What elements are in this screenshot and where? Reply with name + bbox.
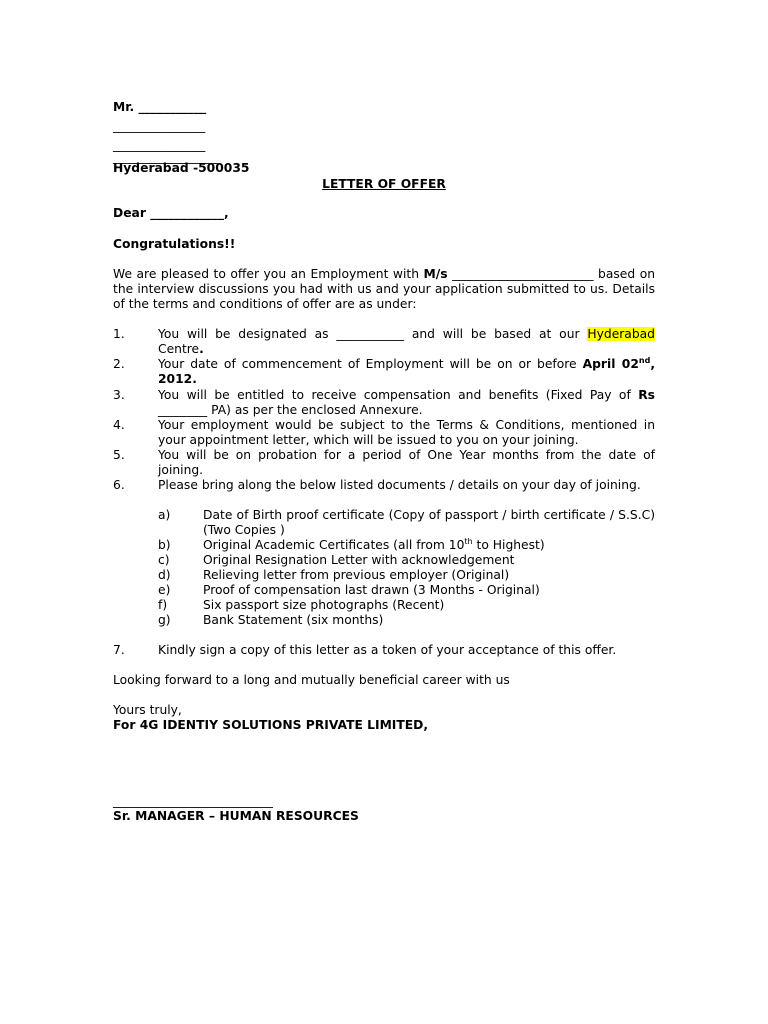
term-item [158,357,655,387]
term-text: You will be entitled to receive compensation and benefits (Fixed Pay of [158,388,639,402]
document-item: Proof of compensation last drawn (3 Months - Original) [203,583,540,597]
term-number: 1. [113,327,125,341]
ordinal-suffix: th [464,537,473,546]
address-line-4: _________________ [113,150,218,164]
intro-paragraph [113,267,655,312]
signature-line: __________________________ [113,794,273,808]
date-year: , 2012. [158,357,655,386]
term-number: 4. [113,418,125,432]
term-item [158,388,655,418]
term-number: 3. [113,388,125,402]
date-suffix: nd [638,356,651,365]
term-number: 7. [113,643,125,657]
term-text-tail: ________ PA) as per the enclosed Annexure. [158,403,423,417]
document-item: Relieving letter from previous employer (Original) [203,568,510,582]
date-text: April 02 [582,357,639,371]
document-letter: f) [158,598,168,612]
salutation: Dear ____________, [113,206,229,220]
congratulations: Congratulations!! [113,237,236,251]
signatory-title: Sr. MANAGER – HUMAN RESOURCES [113,809,359,823]
address-line-2: _______________ [113,119,206,133]
document-item: Date of Birth proof certificate (Copy of passport / birth certificate / S.S.C) (Two Copies ) [203,508,655,537]
document-item: Six passport size photographs (Recent) [203,598,445,612]
document-letter: e) [158,583,171,597]
page-title: LETTER OF OFFER [322,177,446,191]
highlighted-location: Hyderabad [587,327,655,341]
document-text-tail: to Highest) [472,538,545,552]
term-text-tail: Centre [158,342,200,356]
company-name: For 4G IDENTIY SOLUTIONS PRIVATE LIMITED, [113,718,429,732]
currency-label: Rs [638,388,655,402]
closing-line: Looking forward to a long and mutually beneficial career with us [113,673,510,687]
term-text: Your date of commencement of Employment will be on or before [158,357,583,371]
address-line-3: _______________ [113,138,206,152]
document-letter: g) [158,613,171,627]
document-letter: c) [158,553,170,567]
intro-text-2: _______________________ based on the interview discussions you had with us and your application submitted to us. Details of the terms and conditions of offer are as under: [113,267,656,311]
document-letter: d) [158,568,171,582]
term-item: You will be on probation for a period of One Year months from the date of joining. [158,448,655,477]
document-letter: a) [158,508,171,522]
document-item: Original Resignation Letter with acknowledgement [203,553,515,567]
term-number: 5. [113,448,125,462]
term-item: Your employment would be subject to the Terms & Conditions, mentioned in your appointment letter, which will be issued to you on your joining. [158,418,655,447]
document-item [203,538,655,553]
intro-ms: M/s [423,267,448,281]
term-text-period: . [199,342,204,356]
document-item: Bank Statement (six months) [203,613,384,627]
term-item: Kindly sign a copy of this letter as a token of your acceptance of this offer. [158,643,617,657]
recipient-name: Mr. ___________ [113,100,207,114]
term-number: 2. [113,357,125,371]
address-city: Hyderabad -500035 [113,161,250,175]
term-item [158,327,655,357]
intro-text-1: We are pleased to offer you an Employment with [113,267,424,281]
term-text: You will be designated as ___________ and will be based at our [158,327,588,341]
yours-truly: Yours truly, [113,703,182,717]
term-number: 6. [113,478,125,492]
document-text: Original Academic Certificates (all from 10 [203,538,465,552]
term-item: Please bring along the below listed documents / details on your day of joining. [158,478,641,492]
document-letter: b) [158,538,171,552]
